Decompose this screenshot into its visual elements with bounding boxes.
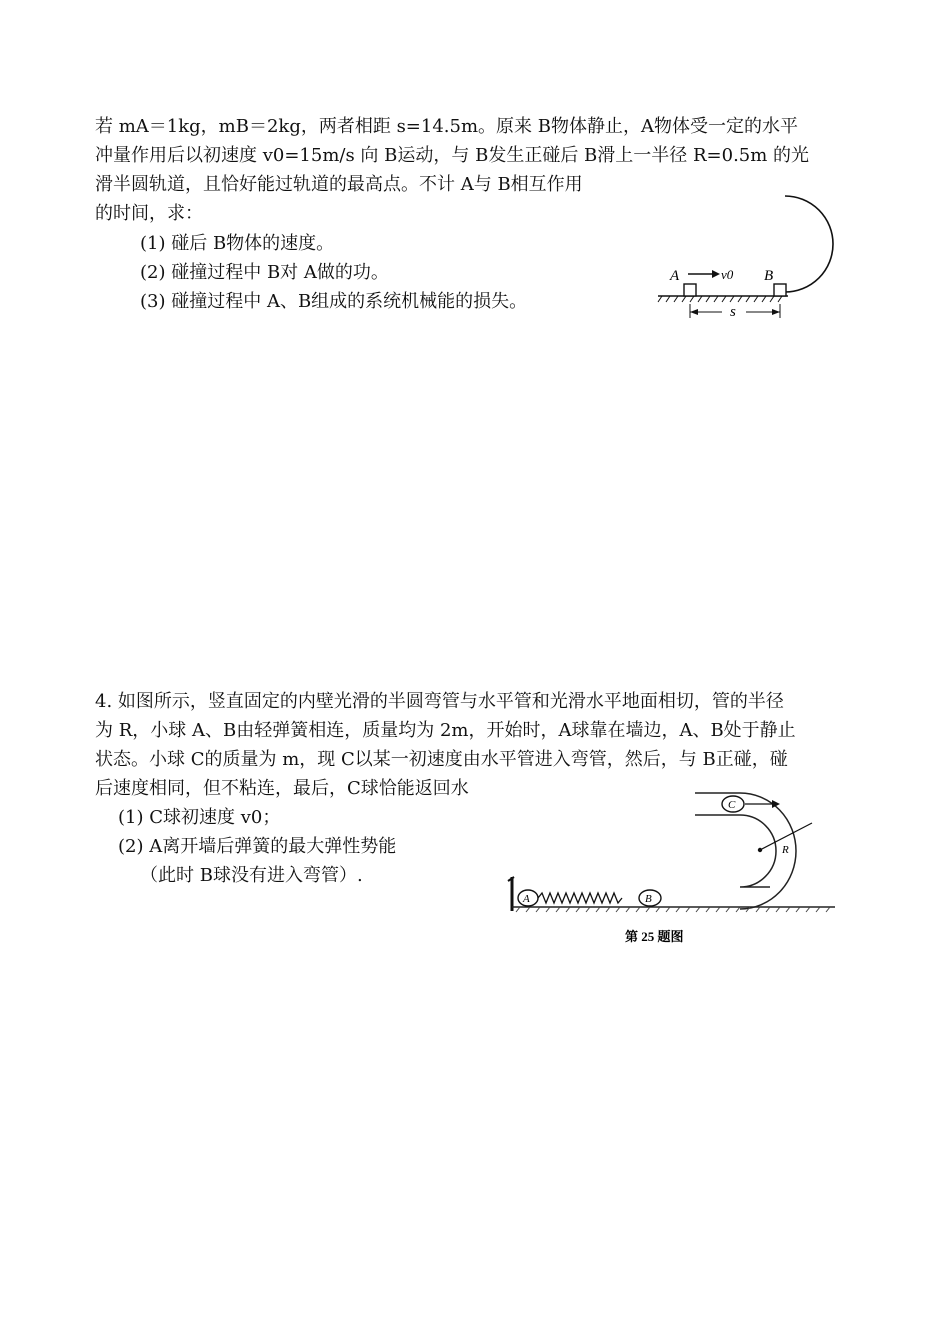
ball-a-label: A xyxy=(523,893,530,905)
block-b xyxy=(774,284,786,296)
ground-hatching xyxy=(658,296,782,302)
label-b: B xyxy=(764,268,774,284)
ball-c-label: C xyxy=(728,799,736,811)
pipe-inner-wall xyxy=(695,815,776,887)
figure-caption: 第 25 题图 xyxy=(625,929,684,944)
problem-3-line-1: 若 mA＝1kg，mB＝2kg，两者相距 s=14.5m。原来 B物体静止，A物体受一定的水平 xyxy=(95,116,798,137)
radius-label: R xyxy=(782,844,789,856)
problem-3-question-1: (1) 碰后 B物体的速度。 xyxy=(140,233,335,254)
problem-3-line-2: 冲量作用后以初速度 v0=15m/s 向 B运动，与 B发生正碰后 B滑上一半径 R=0.5m 的光 xyxy=(95,145,810,166)
problem-4-line-2: 为 R，小球 A、B由轻弹簧相连，质量均为 2m，开始时，A球靠在墙边，A、B处于静止 xyxy=(95,720,796,741)
problem-3-figure xyxy=(650,188,850,328)
label-a: A xyxy=(670,268,680,284)
problem-3-question-3: (3) 碰撞过程中 A、B组成的系统机械能的损失。 xyxy=(140,291,528,312)
problem-4-question-3: （此时 B球没有进入弯管）. xyxy=(140,865,363,886)
problem-4-line-4: 后速度相同，但不粘连，最后，C球恰能返回水 xyxy=(95,778,469,799)
problem-3-question-2: (2) 碰撞过程中 B对 A做的功。 xyxy=(140,262,389,283)
problem-3-line-4: 的时间，求： xyxy=(95,203,203,224)
distance-arrowhead-left xyxy=(690,309,698,315)
ball-b-label: B xyxy=(645,893,652,905)
distance-arrowhead-right xyxy=(772,309,780,315)
problem-4-line-1: 4. 如图所示，竖直固定的内壁光滑的半圆弯管与水平管和光滑水平地面相切，管的半径 xyxy=(95,691,784,712)
label-v0: v0 xyxy=(721,267,734,282)
problem-4-question-2: (2) A离开墙后弹簧的最大弹性势能 xyxy=(118,836,397,857)
problem-3-line-3: 滑半圆轨道，且恰好能过轨道的最高点。不计 A与 B相互作用 xyxy=(95,174,583,195)
problem-4-question-1: (1) C球初速度 v0； xyxy=(118,807,281,828)
problem-4-figure xyxy=(500,785,845,950)
velocity-arrow-head xyxy=(712,270,720,278)
problem-4-line-3: 状态。小球 C的质量为 m，现 C以某一初速度由水平管进入弯管，然后，与 B正碰，碰 xyxy=(95,749,788,770)
semicircle-track xyxy=(785,196,833,292)
label-s: s xyxy=(730,304,736,320)
pipe-outer-wall xyxy=(695,793,796,909)
spring xyxy=(538,893,622,903)
block-a xyxy=(684,284,696,296)
